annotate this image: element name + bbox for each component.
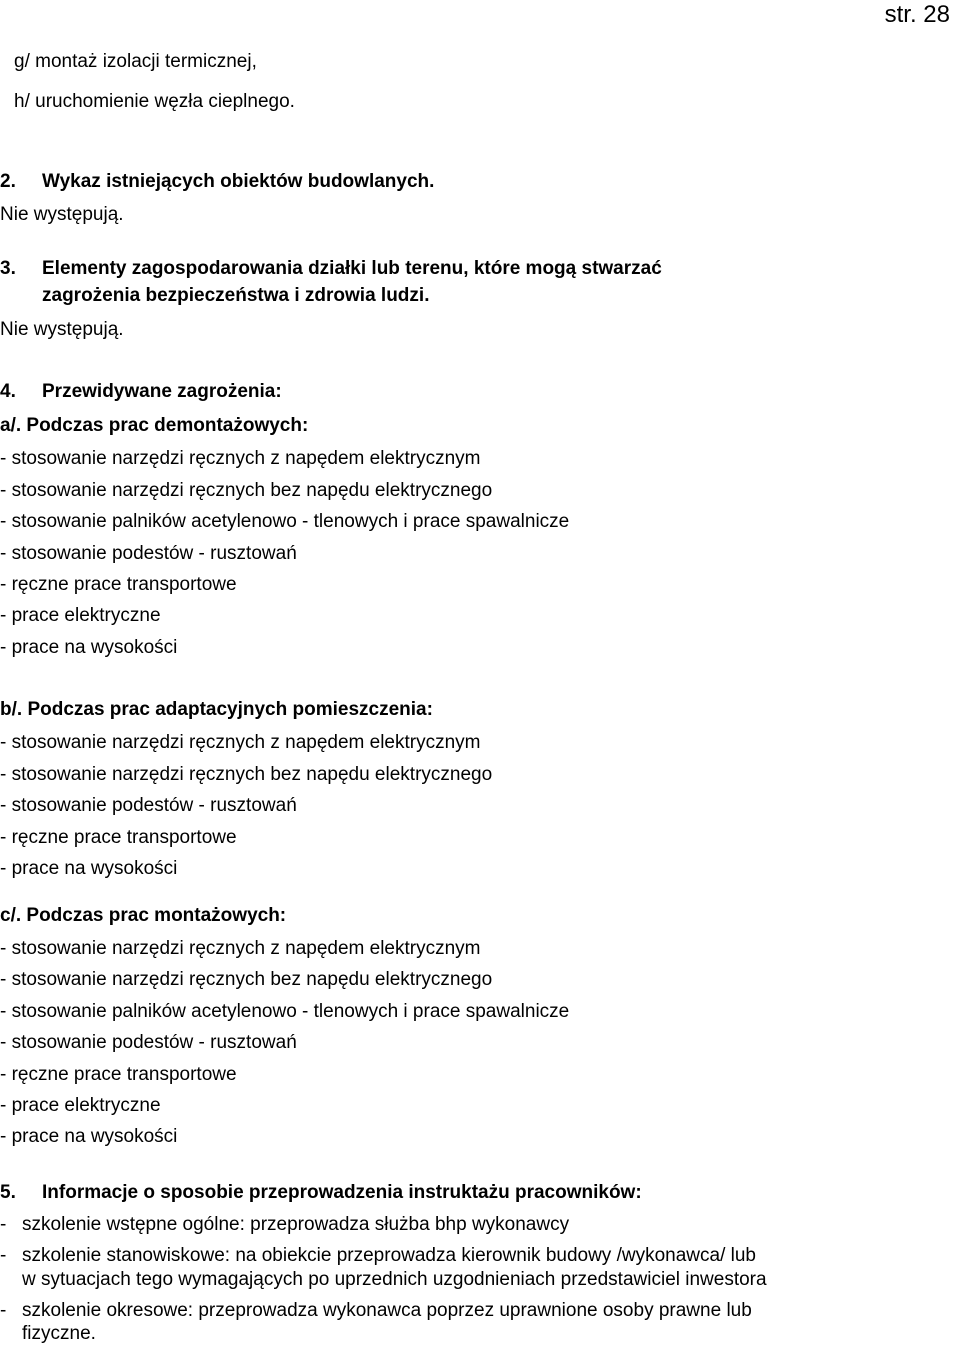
section-5-heading [0,1181,642,1205]
subsection-b-heading: b/. Podczas prac adaptacyjnych pomieszczenia: [0,699,433,720]
list-item [0,1299,752,1323]
list-dash: - [0,1245,7,1266]
list-item: - prace na wysokości [0,637,178,658]
section-number: 5. [0,1182,16,1203]
section-title: Przewidywane zagrożenia: [42,381,282,402]
list-item: - ręczne prace transportowe [0,1064,237,1085]
list-item: - prace elektryczne [0,1095,161,1116]
list-item: - ręczne prace transportowe [0,574,237,595]
section-title: Wykaz istniejących obiektów budowlanych. [42,171,435,192]
section-3-body: Nie występują. [0,319,124,340]
list-item [0,1244,756,1268]
section-title: Informacje o sposobie przeprowadzenia instruktażu pracowników: [42,1182,642,1203]
section-3-heading [0,257,662,281]
list-item: - stosowanie narzędzi ręcznych z napędem elektrycznym [0,938,481,959]
section-2-body: Nie występują. [0,204,124,225]
list-dash: - [0,1214,7,1235]
list-dash: - [0,1300,7,1321]
section-4-heading [0,380,282,404]
list-item: - stosowanie podestów - rusztowań [0,543,297,564]
list-item: - stosowanie narzędzi ręcznych bez napędu elektrycznego [0,764,493,785]
section-2-heading [0,170,434,194]
list-item: - stosowanie podestów - rusztowań [0,1032,297,1053]
list-item-cont: fizyczne. [22,1323,96,1344]
item-g: g/ montaż izolacji termicznej, [14,51,257,72]
list-item: - stosowanie narzędzi ręcznych bez napędu elektrycznego [0,969,493,990]
list-item: - stosowanie narzędzi ręcznych bez napędu elektrycznego [0,480,493,501]
list-item: - prace na wysokości [0,1126,178,1147]
section-title: Elementy zagospodarowania działki lub terenu, które mogą stwarzać [42,258,662,279]
list-item-cont: w sytuacjach tego wymagających po uprzednich uzgodnieniach przedstawiciel inwestora [22,1269,767,1290]
list-item [0,1213,569,1237]
list-item-text: szkolenie stanowiskowe: na obiekcie przeprowadza kierownik budowy /wykonawca/ lub [22,1245,756,1266]
list-item: - stosowanie narzędzi ręcznych z napędem elektrycznym [0,448,481,469]
section-3-heading-cont: zagrożenia bezpieczeństwa i zdrowia ludzi. [42,285,430,306]
section-number: 3. [0,258,16,279]
list-item: - stosowanie palników acetylenowo - tlenowych i prace spawalnicze [0,1001,570,1022]
list-item: - stosowanie palników acetylenowo - tlenowych i prace spawalnicze [0,511,570,532]
section-number: 4. [0,381,16,402]
list-item-text: szkolenie okresowe: przeprowadza wykonawca poprzez uprawnione osoby prawne lub [22,1300,752,1321]
list-item: - prace elektryczne [0,605,161,626]
list-item: - ręczne prace transportowe [0,827,237,848]
page-number: str. 28 [884,1,950,28]
section-number: 2. [0,171,16,192]
item-h: h/ uruchomienie węzła cieplnego. [14,91,295,112]
list-item: - stosowanie podestów - rusztowań [0,795,297,816]
subsection-c-heading: c/. Podczas prac montażowych: [0,905,287,926]
list-item-text: szkolenie wstępne ogólne: przeprowadza służba bhp wykonawcy [22,1214,570,1235]
list-item: - stosowanie narzędzi ręcznych z napędem elektrycznym [0,732,481,753]
subsection-a-heading: a/. Podczas prac demontażowych: [0,415,309,436]
list-item: - prace na wysokości [0,858,178,879]
